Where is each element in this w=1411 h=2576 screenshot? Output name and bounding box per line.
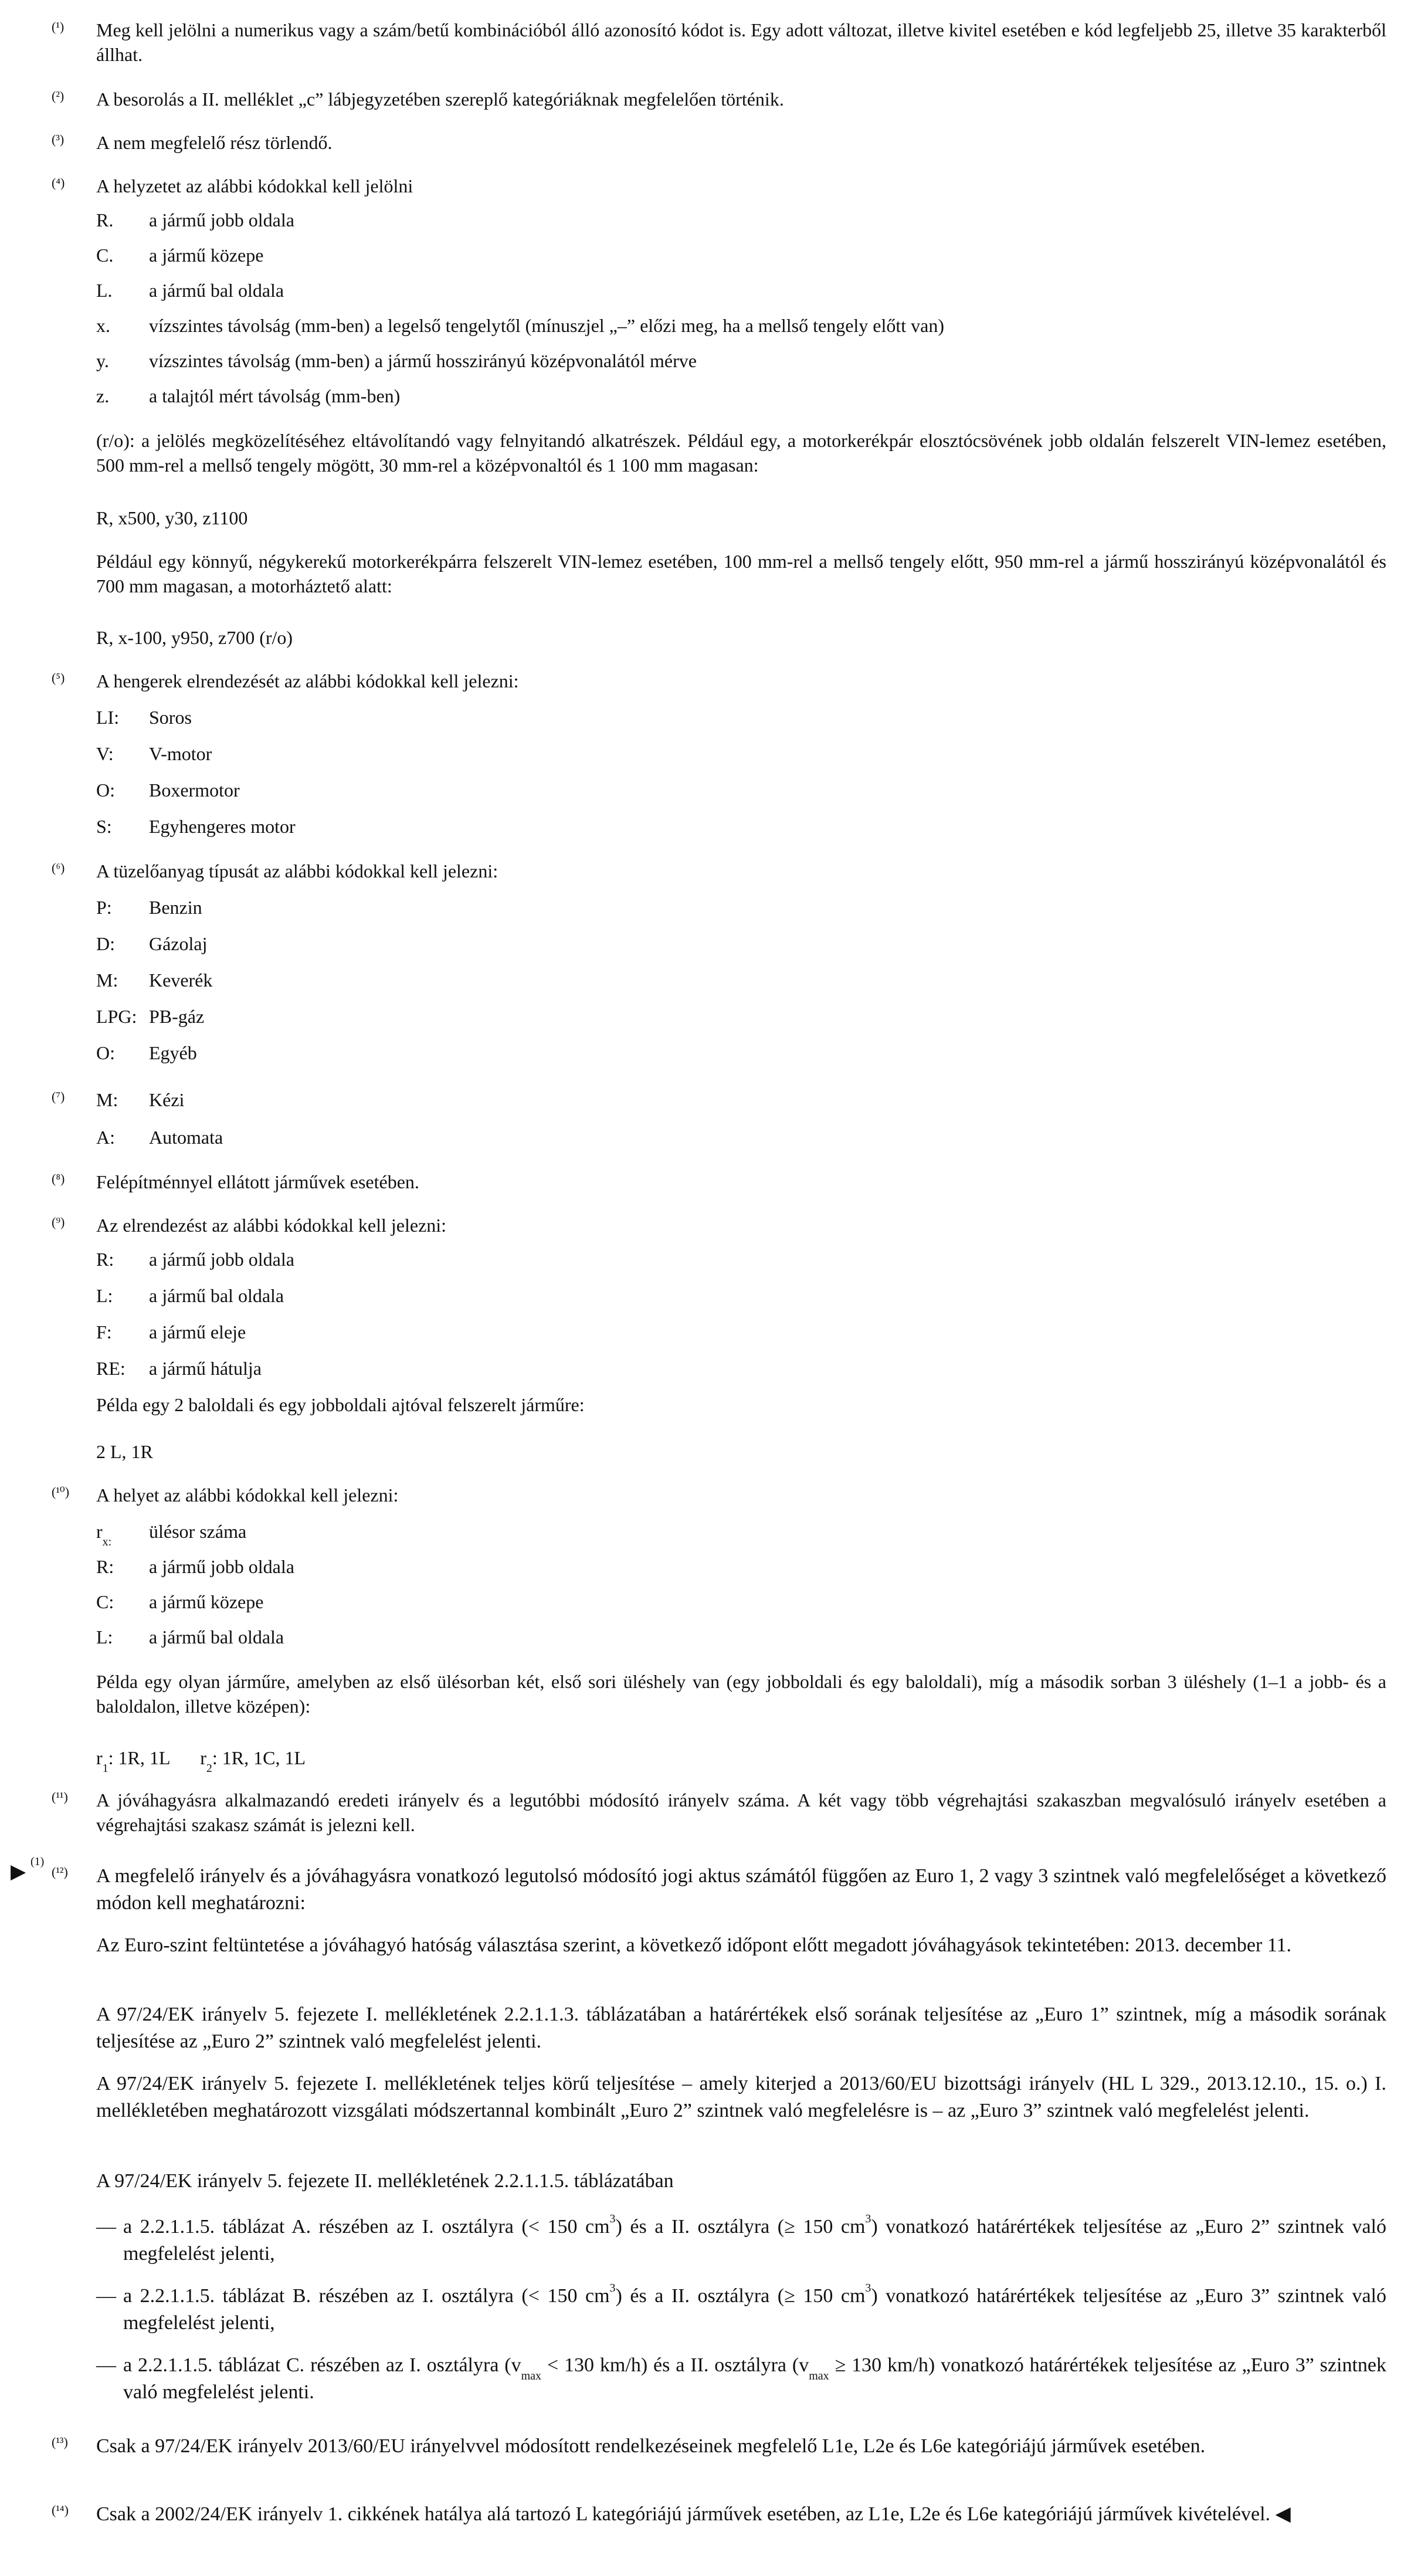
code-description: vízszintes távolság (mm-ben) a jármű hosszirányú középvonalától mérve: [149, 350, 697, 371]
code-label: RE:: [96, 1358, 126, 1379]
code-description: vízszintes távolság (mm-ben) a legelső tengelytől (mínuszjel „–” előzi meg, ha a mellső tengely előtt van): [149, 315, 945, 336]
bullet-item: [96, 2283, 1386, 2337]
footnote-paragraph: Példa egy 2 baloldali és egy jobboldali ajtóval felszerelt járműre:: [96, 1394, 585, 1415]
footnote-number: (¹⁴): [52, 2503, 69, 2517]
code-label: LI:: [96, 707, 120, 728]
code-label: M:: [96, 1089, 118, 1110]
code-description: a jármű hátulja: [149, 1358, 262, 1379]
code-description: a talajtól mért távolság (mm-ben): [149, 385, 401, 406]
footnote-paragraph: Például egy könnyű, négykerekű motorkerékpárra felszerelt VIN-lemez esetében, 100 mm-rel a mellső tengely előtt, 950 mm-rel a jármű hosszirányú középvonalától és 700 mm magasan, a motorháztető alatt:: [96, 551, 1386, 596]
footnote-number: (²): [52, 89, 65, 103]
footnote-intro: A helyzetet az alábbi kódokkal kell jelölni: [96, 175, 413, 196]
code-description: PB-gáz: [149, 1006, 205, 1027]
code-label: R:: [96, 1556, 114, 1577]
code-description: Automata: [149, 1127, 223, 1148]
code-description: a jármű közepe: [149, 1591, 264, 1612]
footnote-text: Csak a 97/24/EK irányelv 2013/60/EU irányelvvel módosított rendelkezéseinek megfelelő L1e, L2e és L6e kategóriájú járművek esetében.: [96, 2435, 1206, 2457]
code-description: Boxermotor: [149, 779, 240, 801]
footnote-intro: A hengerek elrendezését az alábbi kódokkal kell jelezni:: [96, 670, 519, 692]
code-description: a jármű eleje: [149, 1321, 246, 1343]
code-description: a jármű bal oldala: [149, 280, 284, 301]
code-description: Egyéb: [149, 1042, 197, 1063]
code-label: L.: [96, 280, 113, 301]
code-label: A:: [96, 1127, 115, 1148]
footnote-number: (¹⁰): [52, 1484, 70, 1499]
code-label: D:: [96, 933, 115, 954]
footnote-paragraph: Az Euro-szint feltüntetése a jóváhagyó hatóság választása szerint, a következő időpont előtt megadott jóváhagyások tekintetében: 2013. december 11.: [96, 1934, 1292, 1956]
code-description: Soros: [149, 707, 192, 728]
code-label: C:: [96, 1591, 114, 1612]
footnote-text: Csak a 2002/24/EK irányelv 1. cikkének hatálya alá tartozó L kategóriájú járművek esetében, az L1e, L2e és L6e kategóriájú járművek kivételével. ◀: [96, 2503, 1291, 2525]
footnote-number: (⁷): [52, 1089, 65, 1104]
code-description: Kézi: [149, 1089, 185, 1110]
footnote-intro: A tüzelőanyag típusát az alábbi kódokkal kell jelezni:: [96, 860, 498, 882]
bullet-item: [96, 2214, 1386, 2267]
code-description: V-motor: [149, 743, 212, 764]
dash-marker: —: [96, 2216, 116, 2238]
code-description: a jármű közepe: [149, 245, 264, 266]
footnote-paragraph: A 97/24/EK irányelv 5. fejezete I. mellékletének teljes körű teljesítése – amely kiterjed a 2013/60/EU bizottsági irányelv (HL L 329., 2013.12.10., 15. o.) I. mellékletében meghatározott vizsgálati módszertannal kombinált „Euro 2” szintnek való megfelelésre is – az „Euro 3” szintnek való megfelelést jelenti.: [96, 2073, 1386, 2121]
footnote-number: (⁹): [52, 1215, 65, 1229]
footnote-number: (⁶): [52, 860, 65, 875]
footnote-number: (¹): [52, 19, 65, 34]
bullet-text: a 2.2.1.1.5. táblázat A. részében az I. osztályra (< 150 $cm^3$) és a II. osztályra (≥ 150 $cm^3$) vonatkozó határértékek teljesítése az „Euro 2” szintnek való megfelelést jelenti,: [123, 2212, 1386, 2265]
footnote-text: A besorolás a II. melléklet „c” lábjegyzetében szereplő kategóriáknak megfelelően történik.: [96, 89, 784, 110]
footnote-number: (⁵): [52, 670, 65, 685]
code-label: LPG:: [96, 1006, 137, 1027]
footnote-text: A jóváhagyásra alkalmazandó eredeti irányelv és a legutóbbi módosító irányelv száma. A két vagy több végrehajtási szakaszban megvalósuló irányelv esetében a végrehajtási szakasz számát is jelezni kell.: [96, 1789, 1386, 1835]
example-line: R, x-100, y950, z700 (r/o): [96, 627, 293, 648]
code-label: L:: [96, 1285, 113, 1306]
footnote-number: (³): [52, 132, 65, 147]
footnote-intro: A helyet az alábbi kódokkal kell jelezni:: [96, 1484, 399, 1506]
code-label: V:: [96, 743, 114, 764]
bullet-text: a 2.2.1.1.5. táblázat B. részében az I. osztályra (< 150 $cm^3$) és a II. osztályra (≥ 150 $cm^3$) vonatkozó határértékek teljesítése az „Euro 3” szintnek való megfelelést jelenti,: [123, 2281, 1386, 2334]
code-description: a jármű jobb oldala: [149, 209, 294, 231]
footnote-text: A nem megfelelő rész törlendő.: [96, 132, 333, 153]
footnote-number: (¹²): [52, 1865, 68, 1879]
code-label: y.: [96, 350, 109, 371]
code-label: O:: [96, 1042, 115, 1063]
footnote-paragraph: A 97/24/EK irányelv 5. fejezete I. mellékletének 2.2.1.1.3. táblázatában a határértékek első sorának teljesítése az „Euro 1” szintnek, míg a második sorának teljesítése az „Euro 2” szintnek való megfelelést jelenti.: [96, 2004, 1386, 2052]
code-label: $r_{x:}$: [96, 1521, 112, 1549]
example-line: 2 L, 1R: [96, 1441, 153, 1462]
code-description: Keverék: [149, 970, 213, 991]
code-description: a jármű jobb oldala: [149, 1556, 294, 1577]
footnote-number: (⁴): [52, 175, 65, 190]
code-label: P:: [96, 897, 112, 918]
code-label: C.: [96, 245, 114, 266]
bullet-item: [96, 2352, 1386, 2406]
code-description: Egyhengeres motor: [149, 816, 296, 837]
example-line: $r_1$: 1R, 1L $r_2$: 1R, 1C, 1L: [96, 1747, 306, 1775]
code-label: x.: [96, 315, 110, 336]
code-description: Gázolaj: [149, 933, 208, 954]
footnote-paragraph: (r/o): a jelölés megközelítéséhez eltávolítandó vagy felnyitandó alkatrészek. Például egy, a motorkerékpár elosztócsövének jobb oldalán felszerelt VIN-lemez esetében, 500 mm-rel a mellső tengely mögött, 30 mm-rel a középvonaltól és 1 100 mm magasan:: [96, 430, 1386, 476]
code-label: O:: [96, 779, 115, 801]
amendment-start-marker-icon: ▶: [11, 1861, 26, 1883]
footnote-intro: Az elrendezést az alábbi kódokkal kell jelezni:: [96, 1215, 447, 1236]
footnote-number: (¹¹): [52, 1789, 68, 1804]
code-label: F:: [96, 1321, 112, 1343]
code-description: Benzin: [149, 897, 202, 918]
code-label: z.: [96, 385, 110, 406]
dash-marker: —: [96, 2354, 116, 2376]
code-description: a jármű bal oldala: [149, 1285, 284, 1306]
footnote-number: (¹³): [52, 2435, 68, 2449]
code-label: R.: [96, 209, 114, 231]
code-label: S:: [96, 816, 112, 837]
bullet-text: a 2.2.1.1.5. táblázat C. részében az I. osztályra ($v_{max} < 130$ km/h) és a II. osztályra ($v_{max} \ge 130$ km/h) vonatkozó határértékek teljesítése az „Euro 3” szintnek való megfelelést jelenti.: [123, 2354, 1386, 2403]
footnote-text: Felépítménnyel ellátott járművek esetében.: [96, 1171, 419, 1192]
footnote-text: Meg kell jelölni a numerikus vagy a szám/betű kombinációból álló azonosító kódot is. Egy adott változat, illetve kivitel esetében e kód legfeljebb 25, illetve 35 karakterből állhat.: [96, 19, 1386, 65]
code-description: a jármű jobb oldala: [149, 1249, 294, 1270]
code-label: M:: [96, 970, 118, 991]
footnote-paragraph: Példa egy olyan járműre, amelyben az első ülésorban két, első sori üléshely van (egy jobboldali és egy baloldali), míg a második sorban 3 üléshely (1–1 a jobb- és a baloldalon, illetve középen):: [96, 1671, 1386, 1717]
dash-marker: —: [96, 2285, 116, 2307]
footnote-paragraph: A 97/24/EK irányelv 5. fejezete II. mellékletének 2.2.1.1.5. táblázatában: [96, 2170, 674, 2192]
amendment-end-marker-icon: ◀: [1275, 2503, 1291, 2525]
footnote-text: A megfelelő irányelv és a jóváhagyásra vonatkozó legutolsó módosító jogi aktus számától függően az Euro 1, 2 vagy 3 szintnek való megfelelőséget a következő módon kell meghatározni:: [96, 1865, 1386, 1914]
amendment-reference: (1): [30, 1855, 45, 1868]
footnote-number: (⁸): [52, 1171, 65, 1186]
code-label: R:: [96, 1249, 114, 1270]
code-label: L:: [96, 1626, 113, 1648]
example-line: R, x500, y30, z1100: [96, 507, 248, 528]
code-description: ülésor száma: [149, 1521, 247, 1542]
code-description: a jármű bal oldala: [149, 1626, 284, 1648]
